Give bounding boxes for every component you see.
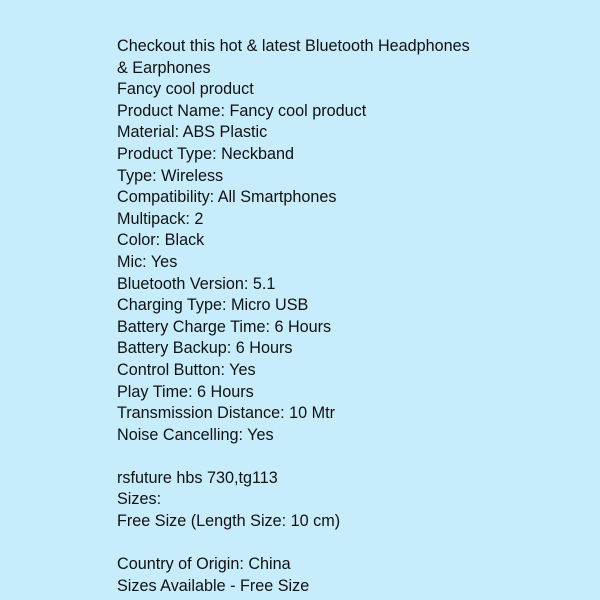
description-line-country-of-origin: Country of Origin: China (117, 555, 291, 574)
description-line-model-codes: rsfuture hbs 730,tg113 (117, 468, 278, 487)
description-line-charging-type: Charging Type: Micro USB (117, 296, 309, 315)
description-line-product-name: Product Name: Fancy cool product (117, 101, 367, 120)
description-line-battery-charge-time: Battery Charge Time: 6 Hours (117, 317, 332, 336)
product-description (117, 36, 537, 597)
blank-line (117, 533, 537, 555)
description-line-sizes-heading: Sizes: (117, 490, 162, 509)
description-line-sizes-available: Sizes Available - Free Size (117, 576, 310, 595)
description-line-bluetooth-version: Bluetooth Version: 5.1 (117, 274, 276, 293)
description-line-type: Type: Wireless (117, 166, 224, 185)
description-line-play-time: Play Time: 6 Hours (117, 382, 254, 401)
description-line-multipack: Multipack: 2 (117, 209, 204, 228)
description-line-transmission-distance: Transmission Distance: 10 Mtr (117, 404, 335, 423)
description-line-noise-cancelling: Noise Cancelling: Yes (117, 425, 274, 444)
blank-line (117, 446, 537, 468)
description-line-compatibility: Compatibility: All Smartphones (117, 188, 337, 207)
description-line-size-value: Free Size (Length Size: 10 cm) (117, 512, 341, 531)
description-line-color: Color: Black (117, 231, 205, 250)
description-line-mic: Mic: Yes (117, 252, 178, 271)
description-line-headline-1: Checkout this hot & latest Bluetooth Headphones (117, 37, 470, 55)
description-line-control-button: Control Button: Yes (117, 360, 256, 379)
description-line-product-title: Fancy cool product (117, 80, 254, 99)
description-line-headline-2: & Earphones (117, 58, 211, 77)
description-line-material: Material: ABS Plastic (117, 123, 268, 142)
description-line-battery-backup: Battery Backup: 6 Hours (117, 339, 293, 358)
description-line-product-type: Product Type: Neckband (117, 144, 294, 163)
